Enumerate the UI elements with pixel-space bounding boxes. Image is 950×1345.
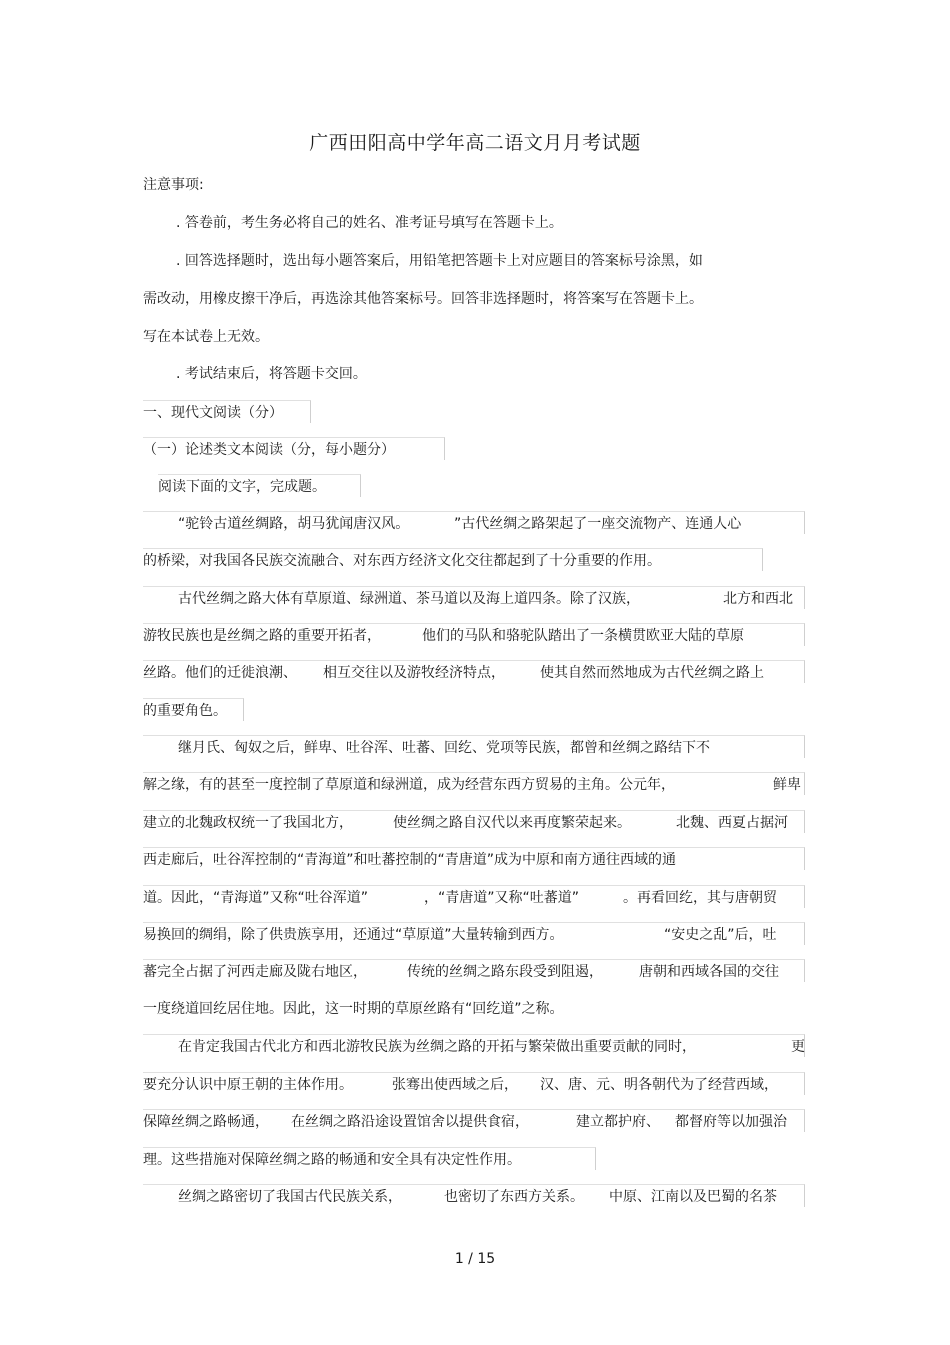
page-number: 1 / 15 [454, 1251, 496, 1267]
text-segment: 他们的马队和骆驼队踏出了一条横贯欧亚大陆的草原 [422, 628, 744, 644]
paragraph-line [143, 1109, 805, 1132]
text-segment: 北魏、西夏占据河 [676, 815, 788, 831]
paragraph-line: 一度绕道回纥居住地。因此，这一时期的草原丝路有“回纥道”之称。 [143, 1001, 564, 1017]
exam-title: 广西田阳高中学年高二语文月月考试题 [309, 132, 641, 154]
notice-item-2-cont: 写在本试卷上无效。 [143, 329, 269, 345]
text-segment: 要充分认识中原王朝的主体作用。 [143, 1077, 353, 1093]
text-segment: 蕃完全占据了河西走廊及陇右地区， [143, 964, 367, 980]
text-segment: 的重要角色。 [143, 703, 227, 719]
text-segment: 建立的北魏政权统一了我国北方， [143, 815, 353, 831]
text-segment: 使丝绸之路自汉代以来再度繁荣起来。 [393, 815, 631, 831]
paragraph-line [143, 623, 805, 646]
section-heading: 一、现代文阅读（分） [143, 400, 311, 423]
text-segment: 西走廊后，吐谷浑控制的“青海道”和吐蕃控制的“青唐道”成为中原和南方通往西域的通 [143, 852, 677, 868]
text-segment: 解之缘，有的甚至一度控制了草原道和绿洲道，成为经营东西方贸易的主角。公元年， [143, 777, 675, 793]
text-segment: 在肯定我国古代北方和西北游牧民族为丝绸之路的开拓与繁荣做出重要贡献的同时， [178, 1039, 696, 1055]
text-segment: 。再看回纥，其与唐朝贸 [623, 890, 777, 906]
text-segment: 使其自然而然地成为古代丝绸之路上 [540, 665, 764, 681]
text-segment: 丝绸之路密切了我国古代民族关系， [178, 1189, 402, 1205]
paragraph-line [143, 1147, 596, 1170]
text-segment: ”古代丝绸之路架起了一座交流物产、连通人心 [454, 516, 742, 532]
subsection-heading: （一）论述类文本阅读（分，每小题分） [143, 437, 445, 460]
notice-item-2: . 回答选择题时，选出每小题答案后，用铅笔把答题卡上对应题目的答案标号涂黑，如 [176, 253, 703, 269]
notice-item-1: . 答卷前，考生务必将自己的姓名、准考证号填写在答题卡上。 [176, 215, 563, 231]
paragraph-line [143, 885, 805, 908]
paragraph-line [143, 735, 805, 758]
text-segment: 建立都护府、 [576, 1114, 660, 1130]
paragraph-line [143, 847, 805, 870]
text-segment: 理。这些措施对保障丝绸之路的畅通和安全具有决定性作用。 [143, 1152, 521, 1168]
text-segment: 古代丝绸之路大体有草原道、绿洲道、茶马道以及海上道四条。除了汉族， [178, 591, 640, 607]
notice-heading: 注意事项: [143, 177, 204, 193]
paragraph-line [143, 698, 244, 721]
paragraph-line [143, 772, 805, 795]
paragraph-line [143, 922, 805, 945]
text-segment: 唐朝和西域各国的交往 [639, 964, 779, 980]
reading-instruction: 阅读下面的文字，完成题。 [158, 474, 361, 497]
text-segment: 道。因此，“青海道”又称“吐谷浑道” [143, 890, 369, 906]
paragraph-line [143, 1184, 805, 1207]
text-segment: 传统的丝绸之路东段受到阻遏， [407, 964, 603, 980]
paragraph-line [143, 586, 805, 609]
paragraph-line [143, 1072, 805, 1095]
text-segment: ，“青唐道”又称“吐蕃道” [424, 890, 580, 906]
text-segment: 易换回的绸绢，除了供贵族享用，还通过“草原道”大量转输到西方。 [143, 927, 564, 943]
text-segment: 北方和西北 [723, 591, 793, 607]
paragraph-line [143, 810, 805, 833]
text-segment: 游牧民族也是丝绸之路的重要开拓者， [143, 628, 381, 644]
paragraph-line [143, 511, 805, 534]
paragraph-line [143, 660, 805, 683]
text-segment: 鲜卑 [773, 777, 801, 793]
notice-item-3: . 考试结束后，将答题卡交回。 [176, 366, 367, 382]
text-segment: 中原、江南以及巴蜀的名茶 [609, 1189, 777, 1205]
paragraph-line [143, 959, 805, 982]
paragraph-line [143, 548, 763, 571]
text-segment: 汉、唐、元、明各朝代为了经营西域， [540, 1077, 778, 1093]
text-segment: 保障丝绸之路畅通， [143, 1114, 269, 1130]
text-segment: 也密切了东西方关系。 [444, 1189, 584, 1205]
text-segment: “安史之乱”后，吐 [664, 927, 777, 943]
paragraph-line [143, 1034, 805, 1057]
notice-item-2-cont: 需改动，用橡皮擦干净后，再选涂其他答案标号。回答非选择题时，将答案写在答题卡上。 [143, 291, 703, 307]
text-segment: 继月氏、匈奴之后，鲜卑、吐谷浑、吐蕃、回纥、党项等民族，都曾和丝绸之路结下不 [178, 740, 710, 756]
text-segment: 更 [791, 1039, 805, 1055]
text-segment: “驼铃古道丝绸路，胡马犹闻唐汉风。 [178, 516, 410, 532]
text-segment: 在丝绸之路沿途设置馆舍以提供食宿， [291, 1114, 529, 1130]
text-segment: 的桥梁，对我国各民族交流融合、对东西方经济文化交往都起到了十分重要的作用。 [143, 553, 661, 569]
text-segment: 丝路。他们的迁徙浪潮、 [143, 665, 297, 681]
text-segment: 都督府等以加强治 [675, 1114, 787, 1130]
text-segment: 相互交往以及游牧经济特点， [323, 665, 505, 681]
text-segment: 张骞出使西域之后， [392, 1077, 518, 1093]
